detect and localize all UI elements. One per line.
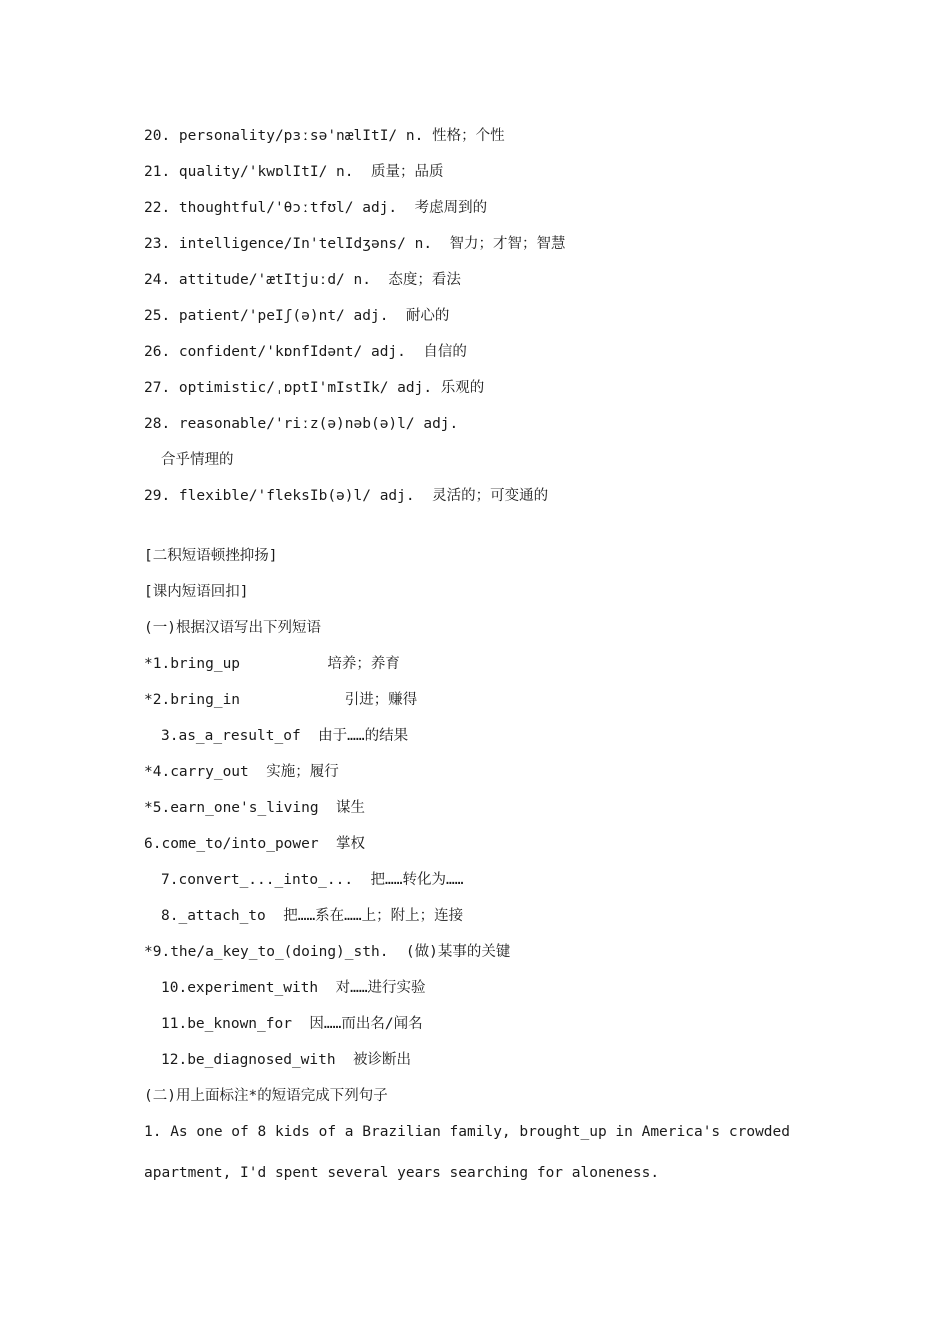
vocab-item-22: 22. thoughtful/'θɔːtfʊl/ adj. 考虑周到的 bbox=[144, 200, 488, 216]
phrase-item-1: *1.bring_up 培养；养育 bbox=[144, 656, 400, 672]
phrase-item-8: 8._attach_to 把……系在……上；附上；连接 bbox=[161, 908, 464, 924]
part1-title: (一)根据汉语写出下列短语 bbox=[144, 620, 321, 636]
vocab-item-26: 26. confident/'kɒnfIdənt/ adj. 自信的 bbox=[144, 344, 467, 360]
phrase-item-5: *5.earn_one's_living 谋生 bbox=[144, 800, 366, 816]
part2-title: (二)用上面标注*的短语完成下列句子 bbox=[144, 1088, 388, 1104]
phrase-item-7: 7.convert_..._into_... 把……转化为…… bbox=[161, 872, 464, 888]
vocab-item-28: 28. reasonable/'riːz(ə)nəb(ə)l/ adj. bbox=[144, 416, 459, 432]
phrase-item-3: 3.as_a_result_of 由于……的结果 bbox=[161, 728, 409, 744]
vocab-item-29: 29. flexible/'fleksIb(ə)l/ adj. 灵活的；可变通的 bbox=[144, 488, 549, 504]
sentence-1-line-1: 1. As one of 8 kids of a Brazilian family, brought_up in America's crowded bbox=[144, 1124, 791, 1140]
phrase-item-6: 6.come_to/into_power 掌权 bbox=[144, 836, 366, 852]
vocab-item-24: 24. attitude/'ætItjuːd/ n. 态度；看法 bbox=[144, 272, 461, 288]
vocab-item-20: 20. personality/pɜːsə'nælItI/ n. 性格；个性 bbox=[144, 128, 505, 144]
phrase-item-4: *4.carry_out 实施；履行 bbox=[144, 764, 339, 780]
section-title: [二积短语顿挫抑扬] bbox=[144, 548, 278, 564]
vocab-item-28-meaning: 合乎情理的 bbox=[161, 452, 234, 468]
phrase-item-12: 12.be_diagnosed_with 被诊断出 bbox=[161, 1052, 412, 1068]
vocab-item-27: 27. optimistic/ˌɒptI'mIstIk/ adj. 乐观的 bbox=[144, 380, 485, 396]
subsection-title: [课内短语回扣] bbox=[144, 584, 249, 600]
vocab-item-21: 21. quality/'kwɒlItI/ n. 质量；品质 bbox=[144, 164, 444, 180]
vocab-item-23: 23. intelligence/In'telIdʒəns/ n. 智力；才智；智慧 bbox=[144, 236, 566, 252]
sentence-1-line-2: apartment, I'd spent several years searching for aloneness. bbox=[144, 1165, 660, 1181]
phrase-item-2: *2.bring_in 引进；赚得 bbox=[144, 692, 418, 708]
phrase-item-11: 11.be_known_for 因……而出名/闻名 bbox=[161, 1016, 423, 1032]
vocab-item-25: 25. patient/'peIʃ(ə)nt/ adj. 耐心的 bbox=[144, 308, 450, 324]
phrase-item-10: 10.experiment_with 对……进行实验 bbox=[161, 980, 426, 996]
phrase-item-9: *9.the/a_key_to_(doing)_sth. (做)某事的关键 bbox=[144, 944, 511, 960]
